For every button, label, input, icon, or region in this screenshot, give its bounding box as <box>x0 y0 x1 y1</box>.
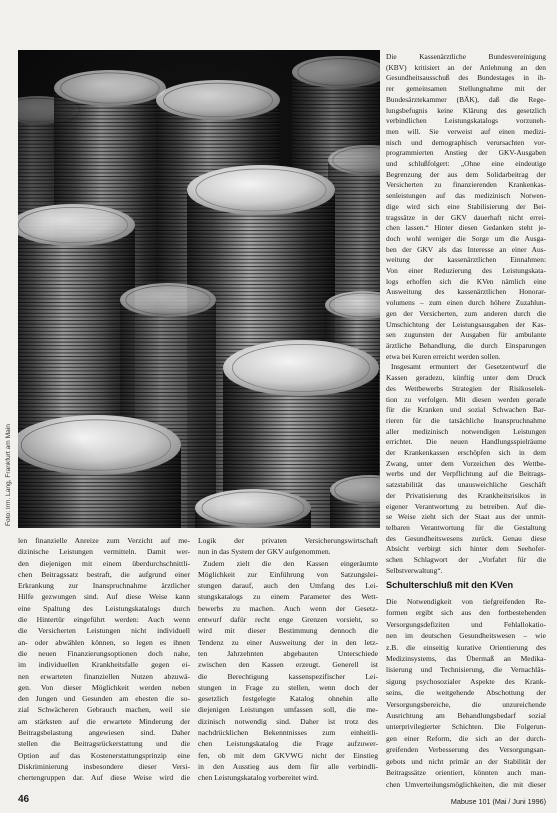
text-line: Bundesärztekammer (BÄK), daß die Rege- <box>386 94 546 104</box>
text-line: nen erwarteten finanziellen Nutzen abzuwä- <box>18 671 190 681</box>
text-line: gesetzlich festgelegte Katalog ohnehin alle <box>198 694 378 704</box>
text-line: nun in das System der GKV aufgenommen. <box>198 547 331 557</box>
text-line: und schlußfolgert: „Ohne eine eindeutige <box>386 159 546 169</box>
text-column-right-top <box>386 52 546 576</box>
text-line: sen zugunsten der Ausgaben für ambulante <box>386 330 546 340</box>
text-line: men will. Sie verweist auf einen medizi- <box>386 126 546 136</box>
text-line: den diejenigen mit einem überdurchschnittli- <box>18 558 190 568</box>
text-line: doch wohl weniger die Sorge um die Ausga- <box>386 233 546 243</box>
text-line: Beitragssätze orientiert, könnten auch man- <box>386 768 546 778</box>
text-line: entwurf dafür recht enge Grenzen vorsieht, so <box>198 615 378 625</box>
text-line: in den Ausstieg aus dem für alle verbindli- <box>198 761 378 771</box>
text-line: ten Jahrzehnten abgebauten Unterschiede <box>198 648 378 658</box>
text-line: se Weise zieht sich der Staat aus der unmit- <box>386 512 546 522</box>
text-line: des Gesundheitswesens zurück. Genau diese <box>386 533 546 543</box>
text-line: unterprivilegierter Schichten. Die Folgerun- <box>386 722 546 732</box>
text-line: formen ergibt sich aus den fortbestehenden <box>386 608 546 618</box>
text-line: stellen die Beitragsrückerstattung und die <box>18 739 190 749</box>
text-line: Versorgungsdefiziten und Fehlallokatio- <box>386 619 546 629</box>
text-line: Tendenz zu einer Ausweitung der in den letz- <box>198 637 378 647</box>
text-line: stungen darauf, auch den Umfang des Lei- <box>198 581 378 591</box>
text-line: rer gemeinsamen Stellungnahme mit der <box>386 84 546 94</box>
text-line: der Krankenkassen erschöpfen sich in dem <box>386 448 546 458</box>
text-line: Zwang, unter dem Vorzeichen des Wettbe- <box>386 458 546 468</box>
text-line: Logik der privaten Versicherungswirtschaft <box>198 536 378 545</box>
text-line: Kassen geradezu, künftig unter dem Druck <box>386 373 546 383</box>
text-line: die Berechtigung kassenspezifischer Lei- <box>198 671 378 681</box>
text-line: diejenigen Leistungen umfassen soll, die me- <box>198 705 378 715</box>
text-line: nachdrücklichen Bekenntnisses zum einheitli- <box>198 728 378 738</box>
text-line: eigener Verantwortung zu betreiben. Auf die- <box>386 501 546 511</box>
text-line: Medizinsystems, das Übermaß an Medika- <box>386 654 546 664</box>
text-line: der Privatisierung des Krankheitsrisikos in <box>386 490 546 500</box>
text-line: rieren für die tatsächliche Inanspruchnahme <box>386 415 546 425</box>
text-line: Von einer Reduzierung des Leistungskata- <box>386 266 546 276</box>
text-line: an- oder abwählen können, so legen es ihnen <box>18 637 190 647</box>
text-line: Option auf das Kostenerstattungsprinzip eine <box>18 750 190 760</box>
text-line: eine Spaltung des Leistungskatalogs durch <box>18 603 190 613</box>
text-line: z.B. die einseitig kurative Orientierung des <box>386 642 546 652</box>
text-line: Die Kassenärztliche Bundesvereinigung <box>386 52 546 61</box>
coin-stacks-photo <box>18 50 380 528</box>
text-line: im individuellen Krankheitsfalle gegen ei- <box>18 660 190 670</box>
text-line: Diskriminierung insbesondere dieser Versi- <box>18 761 190 771</box>
text-line: zial Schwächeren Gebrauch machen, weil sie <box>18 705 190 715</box>
text-line: die neuen Finanzierungsoptionen doch nahe, <box>18 648 190 658</box>
text-line: werbs und der Verpflichtung auf die Beitrags- <box>386 469 546 479</box>
text-line: chen Leistungskatalog vorbereitet wird. <box>198 773 319 783</box>
text-line: seins, die weitgehende Abschottung der <box>386 688 546 698</box>
text-column-right-bottom <box>386 596 546 790</box>
text-line: dizinische Leistungen vermitteln. Damit wer- <box>18 547 190 557</box>
text-line: telbaren Verantwortung für die Gestaltung <box>386 522 546 532</box>
text-line: Begrenzung der aus dem Solidarbeitrag der <box>386 169 546 179</box>
text-line: die Versicherten Leistungen nicht individuell <box>18 626 190 636</box>
text-line: chen Umverteilungsmöglichkeiten, die mit dieser <box>386 779 546 789</box>
text-line: bewerbs zu machen. Auch wenn der Gesetz- <box>198 603 378 613</box>
text-line: fen, ob mit dem GKVWG nicht der Einstieg <box>198 750 378 760</box>
text-line: tragssätze in der GKV dauerhaft nicht errei- <box>386 212 546 222</box>
text-line: gen einer Reform, die sich an der durch- <box>386 733 546 743</box>
text-line: Insgesamt ermuntert der Gesetzentwurf die <box>391 362 546 372</box>
text-line: dige wird sich eine Stabilisierung der Bei- <box>386 201 546 211</box>
photo-credit: Foto: Irm. Lang, Frankfurt am Main <box>5 424 12 526</box>
text-line: Versicherten zu finanzierenden Krankenkas- <box>386 180 546 190</box>
text-line: Die Notwendigkeit von tiefgreifenden Re- <box>386 597 546 606</box>
text-line: die Hintertür eingeführt werden: Auch wenn <box>18 615 190 625</box>
text-line: Beitragsbelastung angewiesen sind. Daher <box>18 728 190 738</box>
text-line: Ausrichtung am Behandlungsbedarf sozial <box>386 711 546 721</box>
page-number: 46 <box>18 794 30 805</box>
text-line: chertengruppen dar. Auf diese Weise wird die <box>18 773 190 783</box>
text-line: sigung psychosozialer Aspekte des Krank- <box>386 676 546 686</box>
text-line: gen. Von dieser Möglichkeit werden neben <box>18 682 190 692</box>
text-line: dizinisch notwendig sind. Daher ist trotz des <box>198 716 378 726</box>
text-line: den Jungen und Gesunden am ehesten die so- <box>18 694 190 704</box>
text-line: des Wettbewerbs Strategien der Risikoselek- <box>386 383 546 393</box>
text-line: weitung der kassenärztlichen Einnahmen: <box>386 255 546 265</box>
text-line: zwischen den Kassen erzeugt. Generell ist <box>198 660 378 670</box>
text-line: verbindlichen Leistungskatalogs vorzuneh- <box>386 116 546 126</box>
text-line: logs erhoffen sich die KVen nämlich eine <box>386 276 546 286</box>
text-line: Ausweitung des kassenärztlichen Honorar- <box>386 287 546 297</box>
text-line: stungen in Frage zu stellen, wenn doch der <box>198 682 378 692</box>
text-line: nen im deutschen Gesundheitswesen – wie <box>386 631 546 641</box>
text-line: für die Kranken und sozial Schwachen Bar- <box>386 405 546 415</box>
text-line: volumens – zum einen durch höhere Zuzahlun- <box>386 298 546 308</box>
text-column-left <box>18 535 190 784</box>
section-heading: Schulterschluß mit den KVen <box>386 580 514 590</box>
text-line: gen der Versicherten, zum anderen durch die <box>386 308 546 318</box>
text-line: etwa bei Kuren erreicht werden sollen. <box>386 351 501 361</box>
text-line: Selbstverwaltung“. <box>386 565 443 575</box>
text-column-middle <box>198 535 378 784</box>
text-line: aller medizinisch notwendigen Leistungen <box>386 426 546 436</box>
text-line: errichtet. Die neuen Handlungsspielräume <box>386 437 546 447</box>
text-line: ben der GKV als das Interesse an einer Aus- <box>386 244 546 254</box>
photo-vignette <box>18 50 380 528</box>
text-line: Möglichkeit zur Einführung von Satzungslei- <box>198 569 378 579</box>
text-line: tion zu verfolgen. Mit diesen werden gerade <box>386 394 546 404</box>
text-line: Zudem zielt die den Kassen eingeräumte <box>203 558 378 568</box>
text-line: Absicht verbirgt sich hinter dem Seehofer- <box>386 544 546 554</box>
text-line: lisierung und Technisierung, die Vernachläs- <box>386 665 546 675</box>
issue-info: Mabuse 101 (Mai / Juni 1996) <box>450 797 546 806</box>
text-line: chen Beitragssatz bestraft, die aufgrund einer <box>18 569 190 579</box>
text-line: satzstabilität das unausweichliche Geschäft <box>386 480 546 490</box>
text-line: gebots und nicht primär an der Stabilität der <box>386 756 546 766</box>
text-line: senleistungen auf das medizinisch Notwen- <box>386 191 546 201</box>
text-line: Erkrankung zur Inanspruchnahme ärztlicher <box>18 581 190 591</box>
text-line: chen lassen.“ Hinter diesen Gedanken steht je- <box>386 223 546 233</box>
text-line: nisch und demographisch verursachten vor- <box>386 137 546 147</box>
text-line: am stärksten auf die erwartete Minderung der <box>18 716 190 726</box>
text-line: stungskatalogs zu einem Parameter des Wett- <box>198 592 378 602</box>
text-line: greifenden Verbesserung des Versorgungsan- <box>386 745 546 755</box>
text-line: (KBV) kritisiert an der Anlehnung an den <box>386 62 546 72</box>
text-line: ärztliche Behandlung, die durch Einsparungen <box>386 340 546 350</box>
text-line: Versorgungsbereiche, die unzureichende <box>386 699 546 709</box>
text-line: Hilfe gezwungen sind. Auf diese Weise kann <box>18 592 190 602</box>
text-line: chen Leistungskatalog die Frage aufzuwer- <box>198 739 378 749</box>
text-line: len finanzielle Anreize zum Verzicht auf me- <box>18 536 190 545</box>
text-line: Gesundheitsausschuß des Bundestages in ih- <box>386 73 546 83</box>
text-line: Umschichtung der Leistungsausgaben der Kas- <box>386 319 546 329</box>
text-line: programmierten Anstieg der GKV-Ausgaben <box>386 148 546 158</box>
text-line: lungsbefugnis keine Klärung des gesetzlich <box>386 105 546 115</box>
text-line: schen Schlagwort der „Vorfahrt für die <box>386 555 546 565</box>
text-line: wird mit dieser Bestimmung dennoch die <box>198 626 378 636</box>
